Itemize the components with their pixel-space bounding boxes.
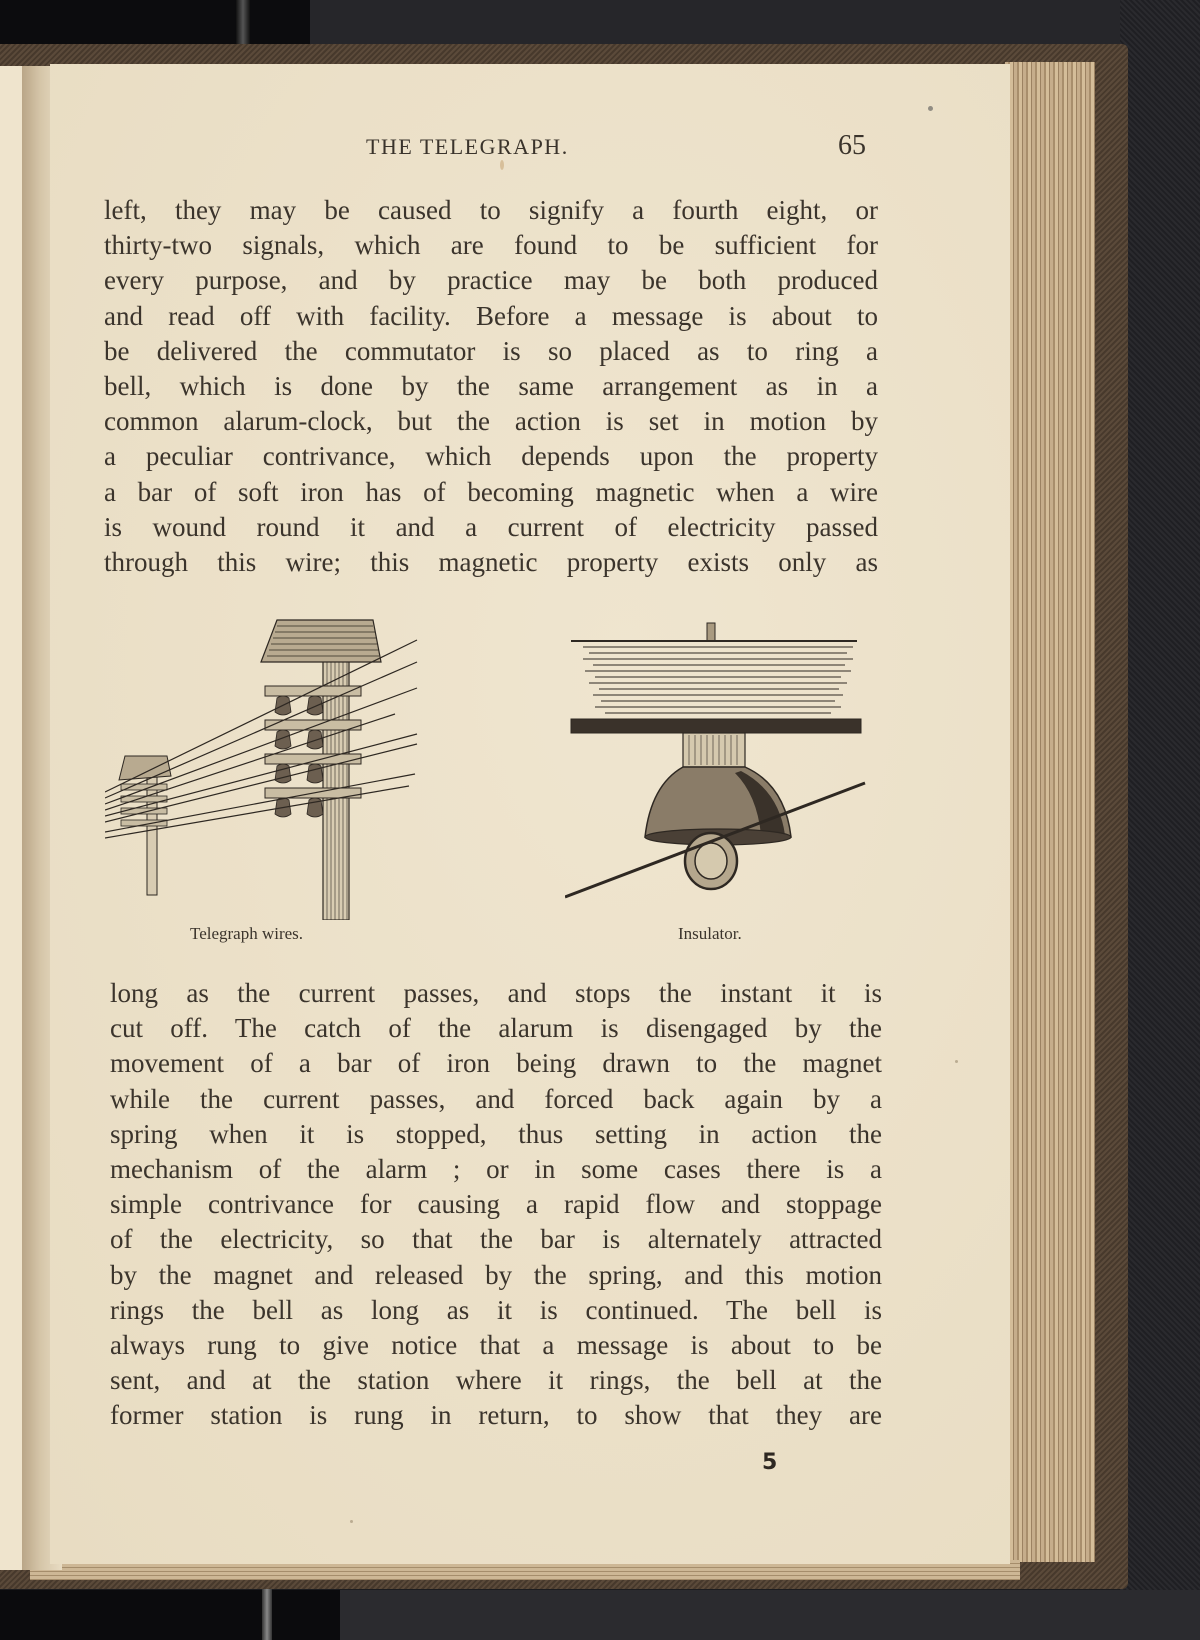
- text-line: former station is rung in return, to show that they are: [110, 1400, 882, 1431]
- dust-speck: [350, 1520, 353, 1523]
- text-line: is wound round it and a current of electricity passed: [104, 511, 878, 542]
- text-line: movement of a bar of iron being drawn to the magnet: [110, 1048, 882, 1079]
- text-line: rings the bell as long as it is continued. The bell is: [110, 1294, 882, 1325]
- dust-speck: [955, 1060, 958, 1063]
- paragraph-bottom: [110, 976, 882, 1433]
- text-line: always rung to give notice that a message is about to be: [110, 1329, 882, 1360]
- text-line: common alarum-clock, but the action is set in motion by: [104, 406, 878, 437]
- text-line: bell, which is done by the same arrangement as in a: [104, 370, 878, 401]
- text-line: by the magnet and released by the spring, and this motion: [110, 1259, 882, 1290]
- text-line: of the electricity, so that the bar is alternately attracted: [110, 1224, 882, 1255]
- dust-speck: [928, 106, 933, 111]
- scan-background-right: [1120, 0, 1200, 1640]
- text-line: while the current passes, and forced back again by a: [110, 1083, 882, 1114]
- text-line: through this wire; this magnetic property exists only as: [104, 546, 878, 577]
- text-line: a bar of soft iron has of becoming magnetic when a wire: [104, 476, 878, 507]
- text-line: simple contrivance for causing a rapid flow and stoppage: [110, 1189, 882, 1220]
- figure-caption-telegraph-wires: Telegraph wires.: [190, 924, 304, 943]
- left-facing-page: [0, 66, 22, 1570]
- text-line: spring when it is stopped, thus setting in action the: [110, 1118, 882, 1149]
- stain-mark: [500, 160, 504, 170]
- insulator-illustration: [565, 615, 885, 905]
- text-line: left, they may be caused to signify a fourth eight, or: [104, 195, 878, 225]
- scan-background-top-right: [310, 0, 1200, 45]
- text-line: sent, and at the station where it rings, the bell at the: [110, 1365, 882, 1396]
- text-line: long as the current passes, and stops the instant it is: [110, 978, 882, 1008]
- scan-background-bottom-left: [0, 1590, 340, 1640]
- signature-mark: 5: [762, 1450, 778, 1475]
- text-line: cut off. The catch of the alarum is disengaged by the: [110, 1013, 882, 1044]
- text-line: every purpose, and by practice may be both produced: [104, 265, 878, 296]
- paragraph-top: [104, 193, 878, 580]
- text-line: a peculiar contrivance, which depends upon the property: [104, 441, 878, 472]
- text-line: mechanism of the alarm ; or in some cases there is a: [110, 1153, 882, 1184]
- book-support-rod-top: [236, 0, 250, 48]
- telegraph-wires-illustration: [105, 610, 425, 920]
- book-support-rod-bottom: [262, 1585, 272, 1640]
- text-line: thirty-two signals, which are found to be sufficient for: [104, 230, 878, 261]
- page-block-edges: [1005, 62, 1095, 1562]
- page-number: 65: [838, 130, 866, 161]
- figure-caption-insulator: Insulator.: [678, 924, 742, 943]
- text-line: and read off with facility. Before a message is about to: [104, 300, 878, 331]
- text-line: be delivered the commutator is so placed as to ring a: [104, 335, 878, 366]
- running-head: THE TELEGRAPH.: [366, 134, 569, 159]
